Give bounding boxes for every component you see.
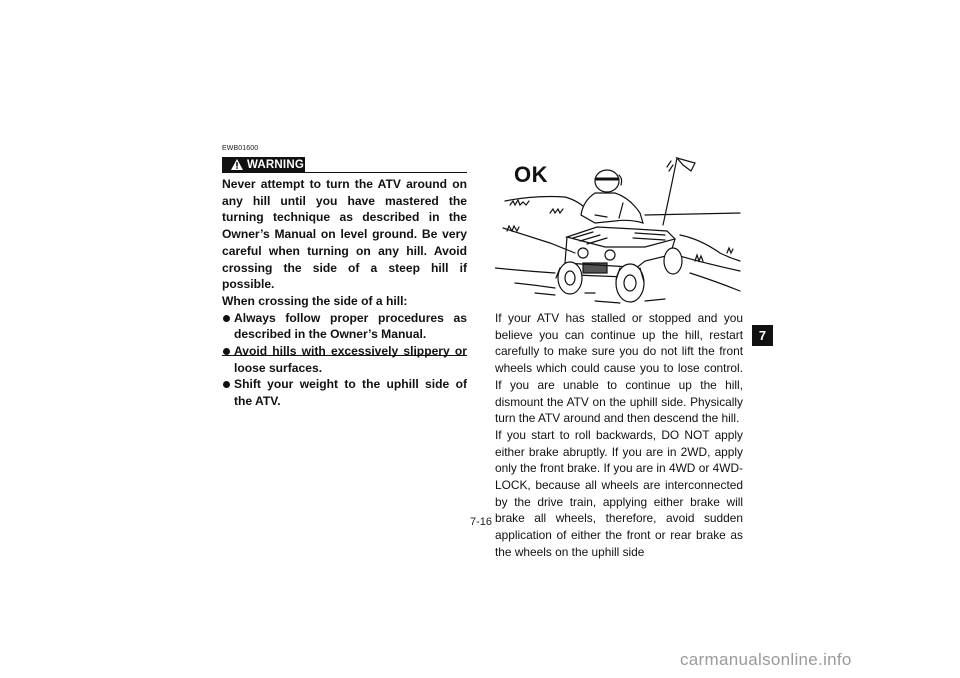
warning-bottom-rule — [222, 355, 467, 356]
body-text — [495, 310, 743, 561]
bullet-icon — [223, 348, 230, 355]
figure-ok-label: OK — [514, 162, 548, 187]
list-item: Always follow proper procedures as described in the Owner’s Manual. — [222, 310, 467, 343]
warning-badge — [222, 157, 305, 172]
list-item: Avoid hills with excessively slippery or loose surfaces. — [222, 343, 467, 376]
chapter-tab: 7 — [752, 325, 773, 346]
warning-triangle-icon — [231, 159, 243, 170]
bullet-icon — [223, 315, 230, 322]
warning-code: EWB01600 — [222, 145, 259, 152]
warning-header — [222, 157, 467, 173]
body-paragraph: If you start to roll backwards, DO NOT apply either brake abruptly. If you are in 2WD, apply only the front brake. If you are in 4WD or 4WD-LOCK, because all wheels are interconnected by the drive train, applying either brake will brake all wheels, therefore, avoid sudden application of either the front or rear brake as the wheels on the uphill side — [495, 427, 743, 559]
list-item: Shift your weight to the uphill side of the ATV. — [222, 376, 467, 409]
warning-body — [222, 176, 467, 410]
warning-paragraph: Never attempt to turn the ATV around on any hill until you have mastered the turning technique as described in the Owner’s Manual on level ground. Be very careful when turning on any hill. Avoid crossing the side of a steep hill if possible. — [222, 177, 467, 292]
body-paragraph: If your ATV has stalled or stopped and you believe you can continue up the hill, restart carefully to make sure you do not lift the front wheels which could cause you to lose control. If you are unable to continue up the hill, dismount the ATV on the uphill side. Physically turn the ATV around and then descend the hill. — [495, 311, 743, 426]
warning-label: WARNING — [247, 158, 304, 171]
warning-subheading: When crossing the side of a hill: — [222, 293, 408, 308]
warning-bullet-list — [222, 310, 467, 410]
atv-illustration — [495, 143, 745, 308]
watermark: carmanualsonline.info — [680, 650, 852, 669]
bullet-icon — [223, 381, 230, 388]
page-number: 7-16 — [470, 516, 493, 528]
